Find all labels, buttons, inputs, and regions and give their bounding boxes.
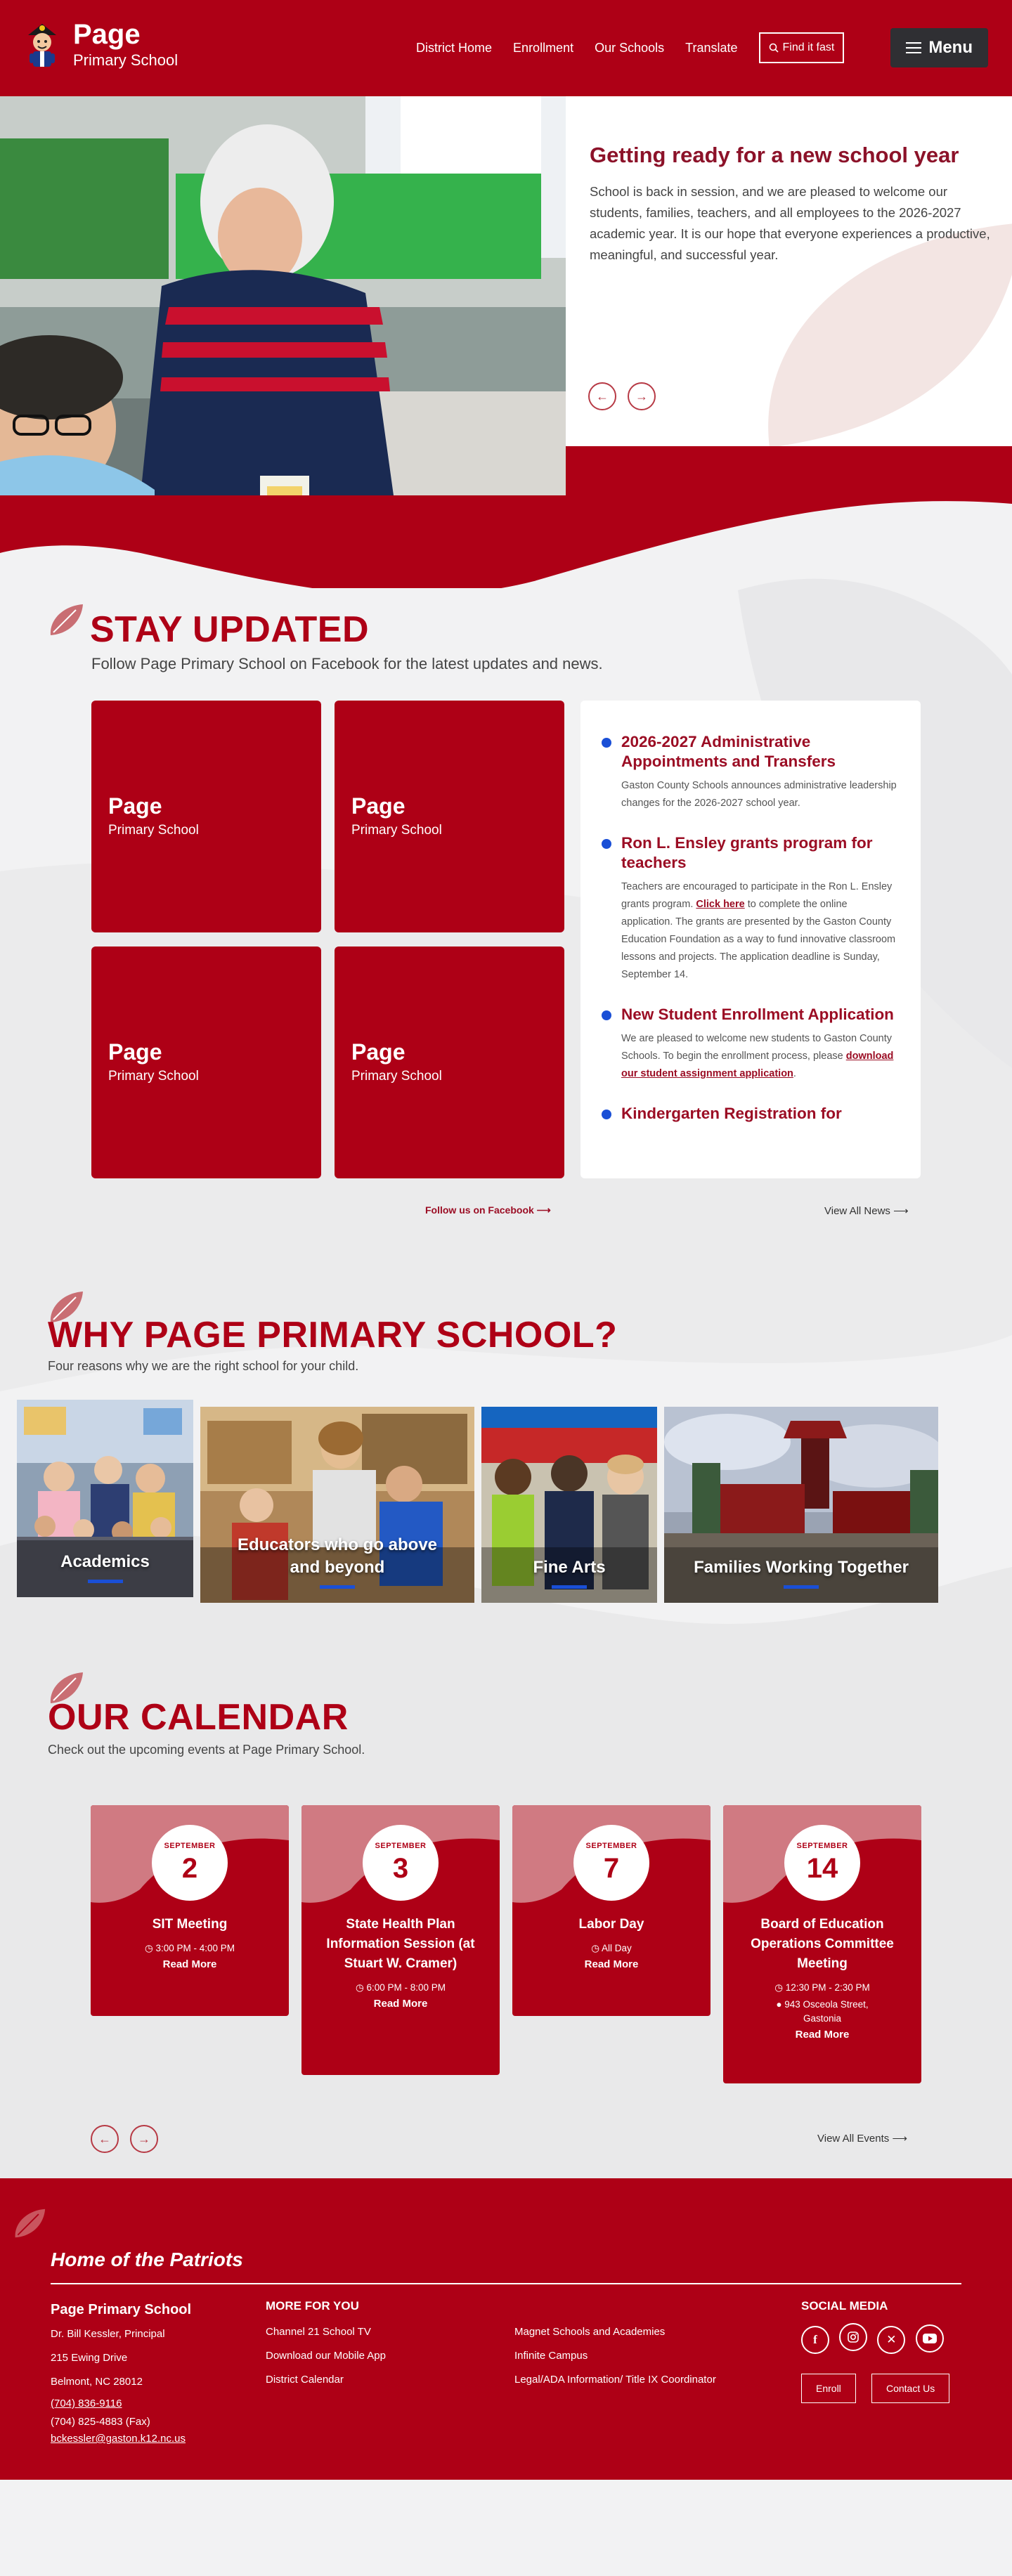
- school-logo-link[interactable]: [21, 20, 178, 70]
- card-underline: [784, 1585, 819, 1589]
- news-title-link[interactable]: 2026-2027 Administrative Appointments and Transfers: [621, 733, 836, 770]
- why-card-label: Educators who go above and beyond: [237, 1535, 438, 1577]
- top-navigation: [416, 28, 988, 67]
- news-item: [602, 732, 898, 812]
- footer-social-title: SOCIAL MEDIA: [801, 2299, 888, 2312]
- arrow-left-icon: ←: [596, 389, 609, 403]
- event-location: [723, 1998, 921, 2026]
- enroll-button[interactable]: Enroll: [801, 2374, 856, 2403]
- arrow-left-icon: ←: [98, 2131, 111, 2146]
- long-arrow-right-icon: ⟶: [890, 1205, 909, 1217]
- news-summary: [621, 878, 898, 984]
- news-summary: [621, 777, 898, 812]
- footer-link-magnet-schools[interactable]: Magnet Schools and Academies: [514, 2326, 666, 2338]
- youtube-icon[interactable]: [916, 2324, 944, 2353]
- menu-button[interactable]: [890, 28, 988, 67]
- footer-link-channel21[interactable]: Channel 21 School TV: [266, 2326, 371, 2338]
- news-list: [580, 701, 921, 1178]
- location-pin-icon: ●: [776, 1999, 785, 2010]
- news-text: Gaston County Schools announces administrative leadership changes for the 2026-2027 school year.: [621, 780, 897, 809]
- tile-subtitle: Primary School: [108, 823, 199, 838]
- event-title: Labor Day: [578, 1917, 644, 1932]
- long-arrow-right-icon: ⟶: [889, 2133, 907, 2145]
- x-twitter-icon[interactable]: ✕: [877, 2326, 905, 2354]
- why-card-families[interactable]: [664, 1407, 938, 1603]
- event-card: [301, 1805, 500, 2075]
- clock-icon: ◷: [591, 1943, 602, 1953]
- find-it-fast-label: Find it fast: [782, 41, 835, 53]
- stay-updated-title: STAY UPDATED: [90, 609, 370, 650]
- event-month: SEPTEMBER: [585, 1842, 637, 1850]
- facebook-post-tile[interactable]: [335, 701, 564, 932]
- why-card-label: Academics: [60, 1552, 150, 1571]
- arrow-right-icon: →: [635, 389, 648, 403]
- calendar-subtitle: Check out the upcoming events at Page Primary School.: [48, 1743, 365, 1757]
- footer-contact-column: [51, 2302, 247, 2447]
- why-card-academics[interactable]: [17, 1400, 193, 1597]
- news-item: [602, 1005, 898, 1083]
- event-time: [723, 1981, 921, 1995]
- tile-subtitle: Primary School: [351, 823, 442, 838]
- event-day: 3: [392, 1853, 409, 1884]
- classroom-photo-image: [0, 96, 566, 495]
- event-date-badge: [363, 1825, 439, 1901]
- why-card-fine-arts[interactable]: [481, 1407, 657, 1603]
- event-time-text: All Day: [602, 1943, 632, 1953]
- leaf-icon: [13, 2206, 46, 2240]
- card-underline: [552, 1585, 587, 1589]
- clock-icon: ◷: [355, 1982, 367, 1993]
- footer-link-district-calendar[interactable]: District Calendar: [266, 2374, 344, 2386]
- event-day: 7: [603, 1853, 620, 1884]
- event-day: 2: [181, 1853, 198, 1884]
- follow-facebook-link[interactable]: [425, 1204, 551, 1216]
- view-all-events-label: View All Events: [817, 2133, 890, 2145]
- nav-enrollment[interactable]: Enrollment: [513, 40, 574, 55]
- view-all-news-label: View All News: [824, 1205, 890, 1217]
- news-item: [602, 1104, 898, 1124]
- footer-email-link[interactable]: bckessler@gaston.k12.nc.us: [51, 2433, 186, 2445]
- site-footer: [0, 2178, 1012, 2480]
- click-here-link[interactable]: Click here: [696, 899, 745, 910]
- school-name: Page: [73, 19, 141, 50]
- tile-name: Page: [108, 793, 162, 819]
- calendar-title: OUR CALENDAR: [48, 1697, 349, 1738]
- footer-school-name: Page Primary School: [51, 2302, 192, 2317]
- card-underline: [320, 1585, 355, 1589]
- news-text: to complete the online application. The grants are presented by the Gaston County Education Foundation as a way to fund innovative classroom lessons and projects. The application deadline is Sunday, September 14.: [621, 899, 896, 980]
- nav-translate[interactable]: Translate: [685, 40, 738, 55]
- event-time: [512, 1941, 711, 1956]
- news-text: Teachers are encouraged to participate in the Ron L. Ensley grants program.: [621, 881, 893, 910]
- footer-city: Belmont, NC 28012: [51, 2376, 143, 2388]
- calendar-prev-button[interactable]: [91, 2125, 119, 2153]
- why-card-educators[interactable]: [200, 1407, 474, 1603]
- event-month: SEPTEMBER: [796, 1842, 848, 1850]
- facebook-post-tile[interactable]: [91, 947, 321, 1178]
- site-header: [0, 0, 1012, 96]
- view-all-news-link[interactable]: [824, 1204, 909, 1217]
- event-time-text: 3:00 PM - 4:00 PM: [155, 1943, 235, 1953]
- tile-subtitle: Primary School: [351, 1069, 442, 1084]
- arrow-right-icon: →: [138, 2131, 150, 2146]
- footer-principal: Dr. Bill Kessler, Principal: [51, 2328, 165, 2340]
- event-time: [301, 1981, 500, 1995]
- view-all-events-link[interactable]: [817, 2132, 907, 2145]
- event-read-more-link[interactable]: Read More: [584, 1958, 639, 1970]
- leaf-icon: [48, 601, 84, 638]
- event-read-more-link[interactable]: Read More: [162, 1958, 217, 1970]
- hero-next-button[interactable]: [628, 382, 656, 410]
- search-icon: [769, 43, 779, 53]
- event-time-text: 6:00 PM - 8:00 PM: [366, 1982, 446, 1993]
- event-card: [512, 1805, 711, 2016]
- event-date-badge: [784, 1825, 860, 1901]
- footer-social-column: [801, 2299, 984, 2403]
- why-card-label: Fine Arts: [533, 1558, 606, 1577]
- event-card: [723, 1805, 921, 2083]
- footer-link-infinite-campus[interactable]: Infinite Campus: [514, 2350, 588, 2362]
- event-title: State Health Plan Information Session (at Stuart W. Cramer): [326, 1917, 475, 1971]
- hero-title: Getting ready for a new school year: [590, 143, 959, 167]
- clock-icon: ◷: [144, 1943, 156, 1953]
- footer-tagline: Home of the Patriots: [51, 2249, 243, 2270]
- bullet-dot-icon: [602, 1010, 611, 1020]
- instagram-icon[interactable]: [839, 2323, 867, 2351]
- news-title-link[interactable]: Ron L. Ensley grants program for teachers: [621, 834, 873, 871]
- event-time: [91, 1941, 289, 1956]
- event-read-more-link[interactable]: Read More: [373, 1998, 428, 2010]
- footer-divider: [51, 2283, 961, 2284]
- long-arrow-right-icon: ⟶: [533, 1204, 551, 1216]
- event-month: SEPTEMBER: [375, 1842, 427, 1850]
- news-title-link[interactable]: New Student Enrollment Application: [621, 1006, 894, 1023]
- tile-name: Page: [108, 1039, 162, 1065]
- event-title: Board of Education Operations Committee Meeting: [751, 1917, 894, 1971]
- bullet-dot-icon: [602, 839, 611, 849]
- bullet-dot-icon: [602, 1110, 611, 1119]
- event-month: SEPTEMBER: [164, 1842, 216, 1850]
- facebook-post-tile[interactable]: [91, 701, 321, 932]
- event-title: SIT Meeting: [152, 1917, 228, 1932]
- stay-updated-subtitle: Follow Page Primary School on Facebook for the latest updates and news.: [91, 655, 603, 672]
- calendar-next-button[interactable]: [130, 2125, 158, 2153]
- why-title: WHY PAGE PRIMARY SCHOOL?: [48, 1315, 618, 1355]
- news-title-link[interactable]: Kindergarten Registration for: [621, 1105, 842, 1122]
- facebook-icon[interactable]: f: [801, 2326, 829, 2354]
- hamburger-icon: [906, 42, 921, 53]
- find-it-fast-button[interactable]: [759, 32, 845, 63]
- hero-prev-button[interactable]: [588, 382, 616, 410]
- tile-name: Page: [351, 793, 406, 819]
- hero-news-card: [566, 96, 1012, 446]
- hero-photo-teacher-student: [0, 96, 566, 495]
- news-item: [602, 833, 898, 984]
- footer-more-title: MORE FOR YOU: [266, 2299, 359, 2312]
- footer-more-column: [266, 2299, 729, 2386]
- contact-us-button[interactable]: Contact Us: [871, 2374, 949, 2403]
- news-text: We are pleased to welcome new students to Gaston County Schools. To begin the enrollment process, please: [621, 1033, 893, 1062]
- event-location-text: 943 Osceola Street, Gastonia: [784, 1999, 869, 2024]
- card-underline: [88, 1580, 123, 1583]
- event-day: 14: [806, 1853, 838, 1884]
- nav-our-schools[interactable]: Our Schools: [595, 40, 665, 55]
- footer-fax: (704) 825-4883 (Fax): [51, 2416, 150, 2428]
- nav-district-home[interactable]: District Home: [416, 40, 493, 55]
- event-date-badge: [152, 1825, 228, 1901]
- hero-body: School is back in session, and we are pleased to welcome our students, families, teachers, and all employees to the 2026-2027 academic year. It is our hope that everyone experiences a productive, meaningful, and successful year.: [590, 184, 990, 262]
- footer-phone-link[interactable]: (704) 836-9116: [51, 2398, 122, 2409]
- follow-facebook-label: Follow us on Facebook: [425, 1204, 534, 1216]
- download-application-link[interactable]: download our student assignment application: [621, 1050, 894, 1079]
- event-date-badge: [573, 1825, 649, 1901]
- bullet-dot-icon: [602, 738, 611, 748]
- why-subtitle: Four reasons why we are the right school for your child.: [48, 1359, 359, 1373]
- event-read-more-link[interactable]: Read More: [795, 2029, 850, 2041]
- patriot-mascot-icon: [21, 20, 63, 70]
- event-time-text: 12:30 PM - 2:30 PM: [785, 1982, 870, 1993]
- footer-street: 215 Ewing Drive: [51, 2352, 128, 2364]
- footer-link-legal-ada[interactable]: Legal/ADA Information/ Title IX Coordinator: [514, 2374, 716, 2386]
- menu-label: Menu: [928, 38, 973, 57]
- footer-link-mobile-app[interactable]: Download our Mobile App: [266, 2350, 386, 2362]
- clock-icon: ◷: [774, 1982, 786, 1993]
- facebook-post-tile[interactable]: [335, 947, 564, 1178]
- why-card-label: Families Working Together: [694, 1558, 909, 1577]
- event-card: [91, 1805, 289, 2016]
- news-text: .: [793, 1068, 796, 1079]
- school-subtitle: Primary School: [73, 51, 179, 69]
- news-summary: [621, 1030, 898, 1083]
- tile-name: Page: [351, 1039, 406, 1065]
- tile-subtitle: Primary School: [108, 1069, 199, 1084]
